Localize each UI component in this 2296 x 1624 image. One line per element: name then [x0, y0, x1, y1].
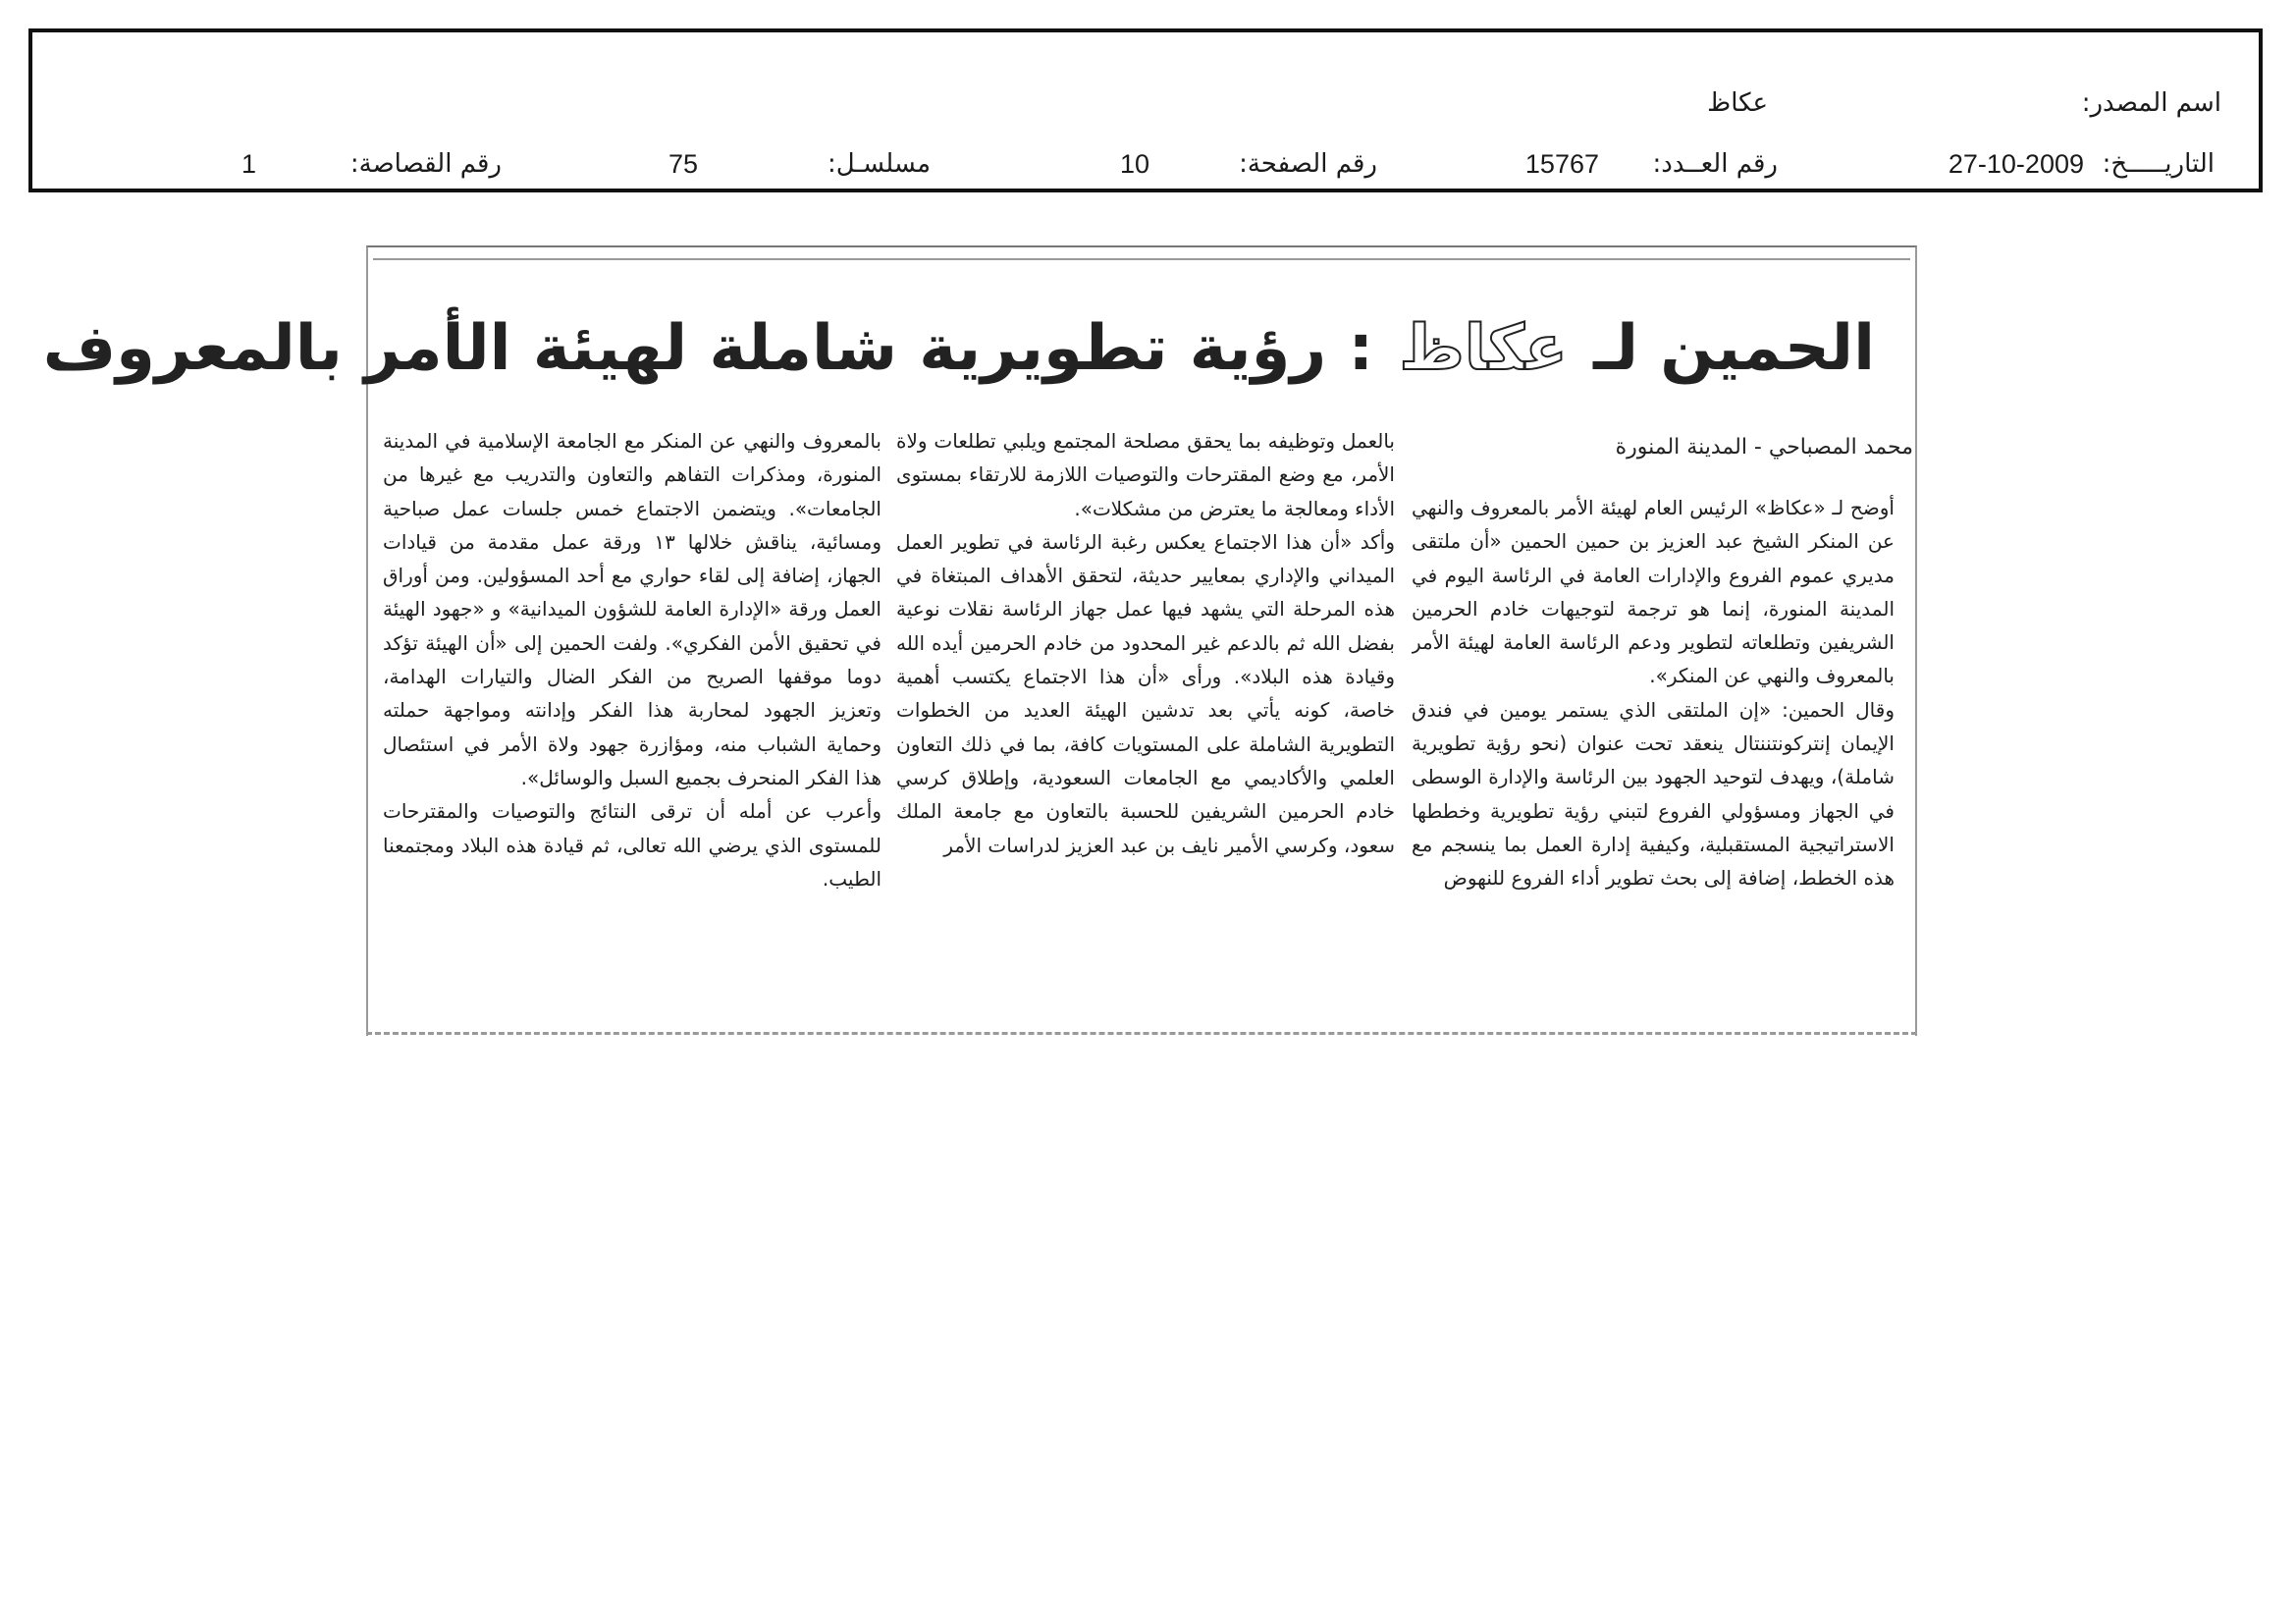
page-value: 10 [1119, 149, 1149, 179]
headline-end: : رؤية تطويرية شاملة لهيئة الأمر بالمعروف [42, 312, 1374, 385]
issue-value: 15767 [1524, 149, 1599, 179]
source-value: عكاظ [1707, 88, 1768, 118]
clip-number-value: 1 [240, 149, 256, 179]
clipping-metadata-box [28, 28, 2263, 192]
issue-label: رقم العــدد: [1652, 149, 1778, 179]
headline-start: الحمين لـ [1593, 312, 1875, 385]
source-label: اسم المصدر: [2081, 88, 2221, 118]
article-headline [42, 295, 1875, 403]
paragraph: بالعمل وتوظيفه بما يحقق مصلحة المجتمع ويلبي تطلعات ولاة الأمر، مع وضع المقترحات والتوصيات اللازمة للارتقاء بمستوى الأداء ومعالجة ما يعترض من مشكلات». [896, 429, 1395, 520]
metadata-row-source [32, 83, 2259, 123]
article-column-left [383, 424, 881, 1003]
paragraph: وأعرب عن أمله أن ترقى النتائج والتوصيات والمقترحات للمستوى الذي يرضي الله تعالى، ثم قيادة هذه البلاد ومجتمعنا الطيب. [383, 799, 881, 891]
article-column-right [1412, 491, 1895, 1001]
article-column-middle [896, 424, 1395, 1003]
date-label: التاريـــــخ: [2102, 149, 2215, 179]
serial-value: 75 [667, 149, 698, 179]
paragraph: وقال الحمين: «إن الملتقى الذي يستمر يومين في فندق الإيمان إنتركونتننتال ينعقد تحت عنوان (نحو رؤية تطويرية شاملة)، ويهدف لتوحيد الجهود بين الرئاسة والإدارة الوسطى في الجهاز ومسؤولي الفروع لتبني رؤية تطويرية وخططها الاستراتيجية المستقبلية، وكيفية إدارة العمل بما ينسجم مع هذه الخطط، إضافة إلى بحث تطوير أداء الفروع للنهوض [1412, 697, 1895, 891]
page-label: رقم الصفحة: [1239, 149, 1377, 179]
okaz-logo-text: عكاظ [1399, 312, 1568, 385]
clipping-top-rule [373, 258, 1910, 260]
serial-label: مسلسـل: [828, 149, 931, 179]
paragraph: بالمعروف والنهي عن المنكر مع الجامعة الإسلامية في المدينة المنورة، ومذكرات التفاهم والتعاون والتدريب مع غيرها من الجامعات». ويتضمن الاجتماع خمس جلسات عمل صباحية ومسائية، يناقش خلالها ١٣ ورقة عمل مقدمة من قيادات الجهاز، إضافة إلى لقاء حواري مع أحد المسؤولين. ومن أوراق العمل ورقة «الإدارة العامة للشؤون الميدانية» و «جهود الهيئة في تحقيق الأمن الفكري». ولفت الحمين إلى «أن الهيئة تؤكد دوما موقفها الصريح من الفكر الضال والتيارات الهدامة، وتعزيز الجهود لمحاربة هذا الفكر وإدانته ومواجهة حملته وحماية الشباب منه، ومؤازرة جهود ولاة الأمر في استئصال هذا الفكر المنحرف بجميع السبل والوسائل». [383, 429, 881, 789]
metadata-row-details [32, 144, 2259, 184]
date-value: 27-10-2009 [1948, 149, 2084, 179]
clipping-bottom-rule [366, 1032, 1917, 1035]
paragraph: أوضح لـ «عكاظ» الرئيس العام لهيئة الأمر بالمعروف والنهي عن المنكر الشيخ عبد العزيز بن حمين الحمين «أن ملتقى مديري عموم الفروع والإدارات العامة في الرئاسة اليوم في المدينة المنورة، إنما هو ترجمة لتوجيهات خادم الحرمين الشريفين وتطلعاته لتطوير ودعم الرئاسة العامة لهيئة الأمر بالمعروف والنهي عن المنكر». [1412, 496, 1895, 688]
article-byline: محمد المصباحي - المدينة المنورة [1615, 435, 1913, 460]
clip-number-label: رقم القصاصة: [349, 149, 502, 179]
paragraph: وأكد «أن هذا الاجتماع يعكس رغبة الرئاسة في تطوير العمل الميداني والإداري بمعايير حديثة، لتحقق الأهداف المبتغاة في هذه المرحلة التي يشهد فيها عمل جهاز الرئاسة نقلات نوعية بفضل الله ثم بالدعم غير المحدود من خادم الحرمين أيده الله وقيادة هذه البلاد». ورأى «أن هذا الاجتماع يكتسب أهمية خاصة، كونه يأتي بعد تدشين الهيئة العديد من الخطوات التطويرية الشاملة على المستويات كافة، بما في ذلك التعاون العلمي والأكاديمي مع الجامعات السعودية، وإطلاق كرسي خادم الحرمين الشريفين للحسبة بالتعاون مع جامعة الملك سعود، وكرسي الأمير نايف بن عبد العزيز لدراسات الأمر [896, 529, 1395, 857]
